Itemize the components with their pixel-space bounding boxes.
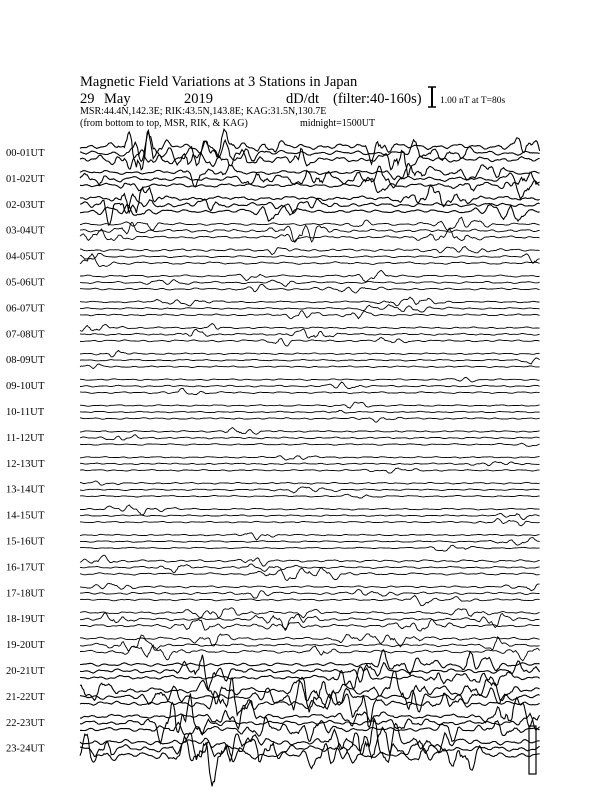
- trace-line: [80, 428, 540, 435]
- trace-line: [80, 297, 540, 306]
- trace-line: [80, 435, 540, 440]
- trace-line: [80, 681, 540, 712]
- row-label: 17-18UT: [6, 588, 45, 600]
- trace-line: [80, 410, 540, 413]
- trace-line: [80, 324, 540, 332]
- trace-line: [80, 595, 540, 605]
- trace-line: [80, 270, 540, 282]
- row-label: 14-15UT: [6, 510, 45, 522]
- row-label: 01-02UT: [6, 173, 45, 185]
- trace-line: [80, 698, 540, 729]
- row-label: 11-12UT: [6, 432, 45, 444]
- trace-line: [80, 468, 540, 473]
- trace-line: [80, 337, 540, 346]
- trace-line: [80, 280, 540, 287]
- trace-line: [80, 734, 540, 786]
- row-label: 08-09UT: [6, 355, 45, 367]
- date-year: 2019: [184, 91, 213, 107]
- trace-line: [80, 456, 540, 460]
- row-label: 15-16UT: [6, 536, 45, 548]
- order-note: (from bottom to top, MSR, RIK, & KAG): [80, 118, 248, 129]
- trace-line: [80, 494, 540, 498]
- row-label: 02-03UT: [6, 199, 45, 211]
- midnight-label: midnight=1500UT: [300, 118, 376, 129]
- trace-line: [80, 505, 540, 515]
- row-label: 10-11UT: [6, 407, 45, 418]
- quantity-label: dD/dt: [286, 91, 320, 107]
- trace-line: [80, 564, 540, 573]
- row-label: 18-19UT: [6, 614, 45, 626]
- trace-line: [80, 655, 540, 691]
- trace-line: [80, 350, 540, 357]
- date-day: 29: [80, 91, 95, 107]
- trace-line: [80, 377, 540, 382]
- row-label: 05-06UT: [6, 277, 45, 289]
- trace-line: [80, 487, 540, 493]
- trace-line: [80, 583, 540, 590]
- trace-line: [80, 533, 540, 540]
- trace-line: [80, 358, 540, 364]
- scale-label: 1.00 nT at T=80s: [440, 96, 506, 106]
- trace-line: [80, 481, 540, 485]
- trace-line: [80, 217, 540, 230]
- trace-line: [80, 402, 540, 408]
- trace-line: [80, 545, 540, 551]
- trace-line: [80, 311, 540, 319]
- trace-line: [80, 555, 540, 566]
- row-label: 16-17UT: [6, 562, 45, 574]
- trace-line: [80, 389, 540, 395]
- scale-bar: [428, 87, 436, 107]
- trace-line: [80, 514, 540, 520]
- trace-line: [80, 417, 540, 422]
- trace-line: [80, 222, 540, 242]
- trace-line: [80, 246, 540, 254]
- row-label: 21-22UT: [6, 691, 45, 703]
- row-label: 03-04UT: [6, 225, 45, 237]
- trace-line: [80, 254, 540, 267]
- trace-line: [80, 568, 540, 581]
- trace-line: [80, 613, 540, 631]
- trace-line: [80, 185, 540, 213]
- trace-line: [80, 364, 540, 369]
- date-month: May: [104, 91, 131, 107]
- row-label: 22-23UT: [6, 717, 45, 729]
- trace-line: [80, 253, 540, 263]
- filter-label: (filter:40-160s): [333, 91, 422, 107]
- stations-label: MSR:44.4N,142.3E; RIK:43.5N,143.8E; KAG:31.5N,130.7E: [80, 106, 327, 117]
- row-label: 13-14UT: [6, 484, 45, 496]
- trace-line: [80, 164, 540, 188]
- row-label: 06-07UT: [6, 303, 45, 315]
- chart-title: Magnetic Field Variations at 3 Stations in Japan: [80, 74, 358, 90]
- row-label: 19-20UT: [6, 640, 45, 652]
- trace-line: [80, 305, 540, 312]
- row-label: 07-08UT: [6, 329, 45, 341]
- trace-line: [80, 284, 540, 293]
- row-label: 23-24UT: [6, 743, 45, 755]
- trace-line: [80, 538, 540, 546]
- trace-line: [80, 619, 540, 631]
- row-label: 00-01UT: [6, 148, 45, 159]
- trace-line: [80, 149, 540, 176]
- row-label: 09-10UT: [6, 381, 45, 393]
- trace-line: [80, 443, 540, 446]
- row-label: 20-21UT: [6, 666, 45, 677]
- trace-line: [80, 329, 540, 338]
- trace-line: [80, 519, 540, 526]
- trace-line: [80, 382, 540, 388]
- trace-line: [80, 590, 540, 599]
- row-label: 04-05UT: [6, 251, 45, 263]
- trace-line: [80, 608, 540, 618]
- trace-line: [80, 462, 540, 466]
- row-label: 12-13UT: [6, 458, 45, 470]
